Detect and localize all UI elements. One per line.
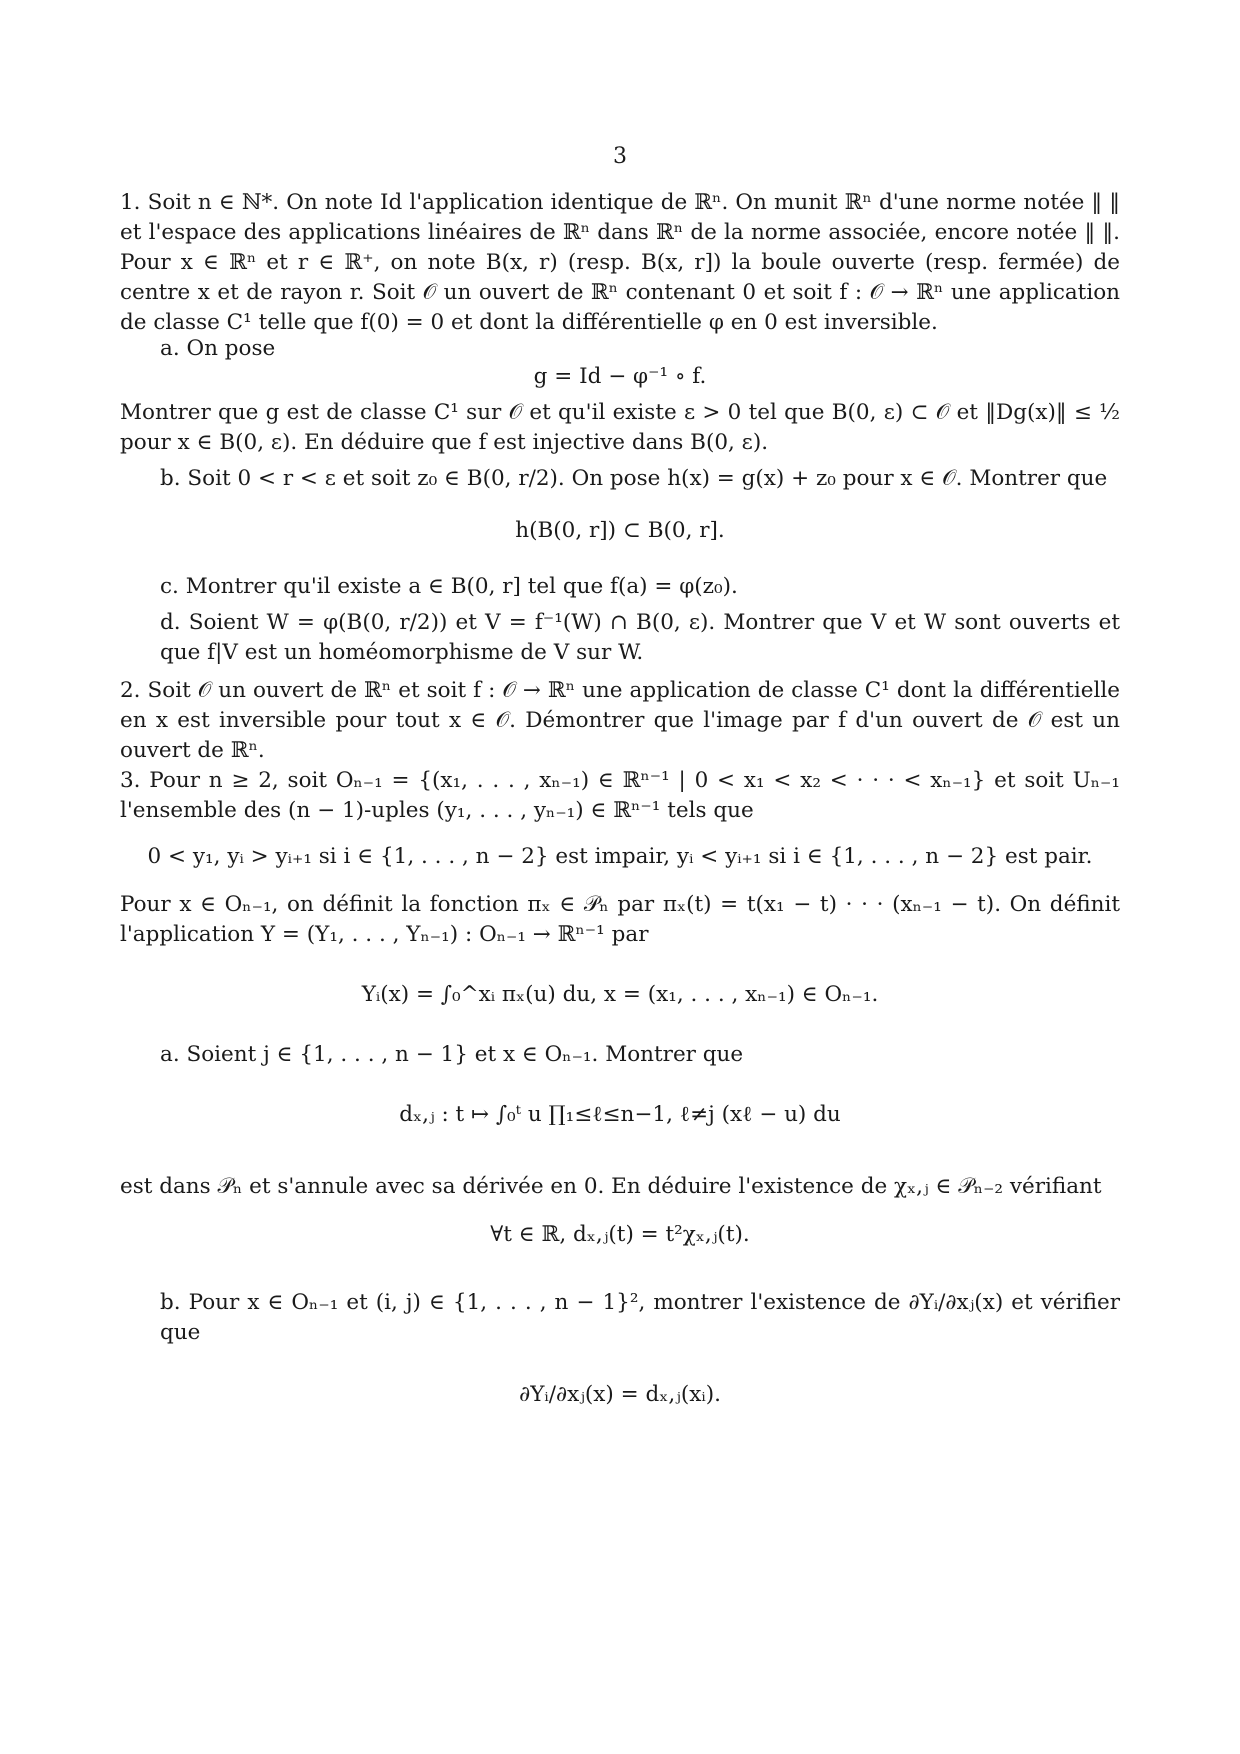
page-number: 3 xyxy=(613,144,627,169)
q1b-formula: h(B(0, r]) ⊂ B(0, r]. xyxy=(515,518,725,543)
q3-intro: 3. Pour n ≥ 2, soit Oₙ₋₁ = {(x₁, . . . , xₙ₋₁) ∈ ℝⁿ⁻¹ | 0 < x₁ < x₂ < · · · < xₙ₋₁} et soit Uₙ₋₁ l'ensemble des (n − 1)-uples (y₁, . . . , yₙ₋₁) ∈ ℝⁿ⁻¹ tels que xyxy=(120,768,1120,823)
q1c-text: c. Montrer qu'il existe a ∈ B(0, r] tel que f(a) = φ(z₀). xyxy=(160,574,738,599)
q3a-formula2: ∀t ∈ ℝ, dₓ,ⱼ(t) = t²χₓ,ⱼ(t). xyxy=(490,1222,750,1247)
q1d-text: d. Soient W = φ(B(0, r/2)) et V = f⁻¹(W) ∩ B(0, ε). Montrer que V et W sont ouverts et que f|V est un homéomorphisme de V sur W. xyxy=(160,610,1120,665)
q1a-text: Montrer que g est de classe C¹ sur 𝒪 et qu'il existe ε > 0 tel que B(0, ε) ⊂ 𝒪 et ‖Dg(x)‖ ≤ ½ pour x ∈ B(0, ε). En déduire que f est injective dans B(0, ε). xyxy=(120,400,1120,455)
q3-conditions: 0 < y₁, yᵢ > yᵢ₊₁ si i ∈ {1, . . . , n − 2} est impair, yᵢ < yᵢ₊₁ si i ∈ {1, . . . , n − 2} est pair. xyxy=(147,844,1093,869)
q3a-formula: dₓ,ⱼ : t ↦ ∫₀ᵗ u ∏₁≤ℓ≤n−1, ℓ≠j (xℓ − u) du xyxy=(399,1102,841,1127)
q3-definition: Pour x ∈ Oₙ₋₁, on définit la fonction πₓ ∈ 𝒫ₙ par πₓ(t) = t(x₁ − t) · · · (xₙ₋₁ − t). On définit l'application Y = (Y₁, . . . , Yₙ₋₁) : Oₙ₋₁ → ℝⁿ⁻¹ par xyxy=(120,892,1120,947)
q3b-formula: ∂Yᵢ/∂xⱼ(x) = dₓ,ⱼ(xᵢ). xyxy=(519,1382,721,1407)
q1-intro: 1. Soit n ∈ ℕ*. On note Id l'application identique de ℝⁿ. On munit ℝⁿ d'une norme notée ‖ ‖ et l'espace des applications linéaires de ℝⁿ dans ℝⁿ de la norme associée, encore notée ‖ ‖. Pour x ∈ ℝⁿ et r ∈ ℝ⁺, on note B(x, r) (resp. B(x, r]) la boule ouverte (resp. fermée) de centre x et de rayon r. Soit 𝒪 un ouvert de ℝⁿ contenant 0 et soit f : 𝒪 → ℝⁿ une application de classe C¹ telle que f(0) = 0 et dont la différentielle φ en 0 est inversible. xyxy=(120,190,1120,335)
q2-text: 2. Soit 𝒪 un ouvert de ℝⁿ et soit f : 𝒪 → ℝⁿ une application de classe C¹ dont la différentielle en x est inversible pour tout x ∈ 𝒪. Démontrer que l'image par f d'un ouvert de 𝒪 est un ouvert de ℝⁿ. xyxy=(120,678,1120,763)
q1a-formula: g = Id − φ⁻¹ ∘ f. xyxy=(533,364,707,389)
q1b-text: b. Soit 0 < r < ε et soit z₀ ∈ B(0, r/2). On pose h(x) = g(x) + z₀ pour x ∈ 𝒪. Montrer que xyxy=(160,466,1108,491)
q3a-text2: est dans 𝒫ₙ et s'annule avec sa dérivée en 0. En déduire l'existence de χₓ,ⱼ ∈ 𝒫ₙ₋₂ vérifiant xyxy=(120,1174,1102,1199)
q3b-text: b. Pour x ∈ Oₙ₋₁ et (i, j) ∈ {1, . . . , n − 1}², montrer l'existence de ∂Yᵢ/∂xⱼ(x) et vérifier que xyxy=(160,1290,1120,1345)
q3a-text: a. Soient j ∈ {1, . . . , n − 1} et x ∈ Oₙ₋₁. Montrer que xyxy=(160,1042,744,1067)
q1a-label: a. On pose xyxy=(160,336,276,361)
q3-Y-formula: Yᵢ(x) = ∫₀^xᵢ πₓ(u) du, x = (x₁, . . . , xₙ₋₁) ∈ Oₙ₋₁. xyxy=(361,982,879,1007)
